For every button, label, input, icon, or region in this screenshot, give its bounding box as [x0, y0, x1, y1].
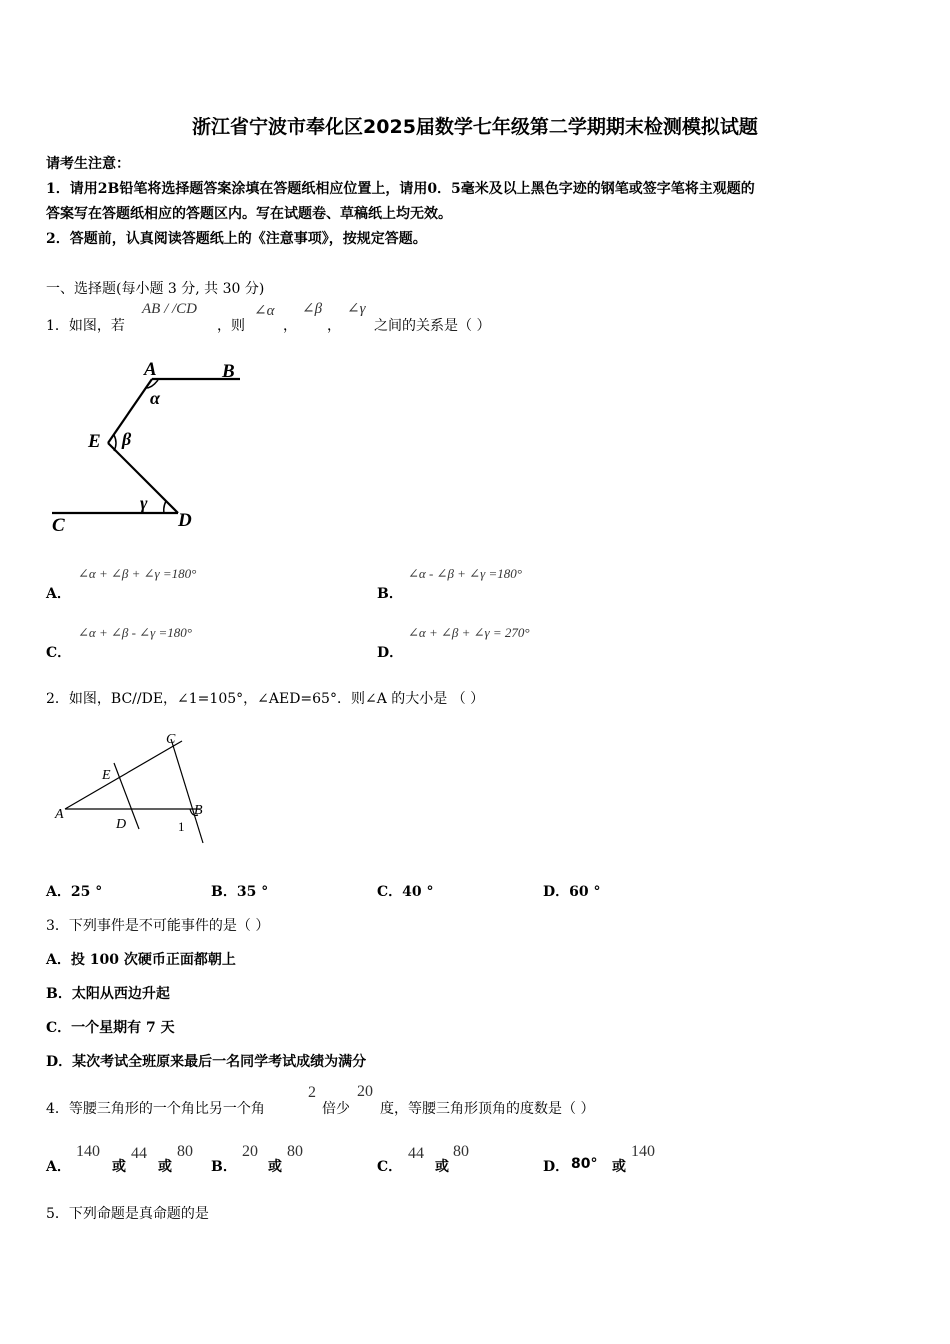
label-e: E: [88, 431, 101, 452]
q2-text: 2．如图，BC//DE，∠1=105°，∠AED=65°．则∠A 的大小是 （ ）: [46, 691, 485, 707]
q4-option-d-v1[interactable]: 80°: [571, 1156, 598, 1172]
q3-option-d[interactable]: D．某次考试全班原来最后一名同学考试成绩为满分: [46, 1054, 367, 1070]
q4-option-a-v1[interactable]: 140: [76, 1143, 100, 1160]
q1-prefix: 1．如图，若: [46, 318, 125, 334]
label-1: 1: [178, 819, 185, 834]
q4-option-a-v3[interactable]: 80: [177, 1143, 193, 1160]
q4-option-c-v2[interactable]: 80: [453, 1143, 469, 1160]
notice-heading: 请考生注意：: [46, 156, 130, 172]
label-e: E: [102, 768, 111, 783]
q5-text: 5．下列命题是真命题的是: [46, 1206, 209, 1222]
q4-option-d-label: D．: [543, 1159, 570, 1175]
q2-figure: [50, 725, 220, 850]
q4-or: 或: [435, 1159, 449, 1175]
q3-option-a[interactable]: A．投 100 次硬币正面都朝上: [46, 952, 236, 968]
line-ac: [65, 741, 182, 809]
q1-suffix: 之间的关系是（ ）: [374, 318, 491, 334]
q1-alpha: ∠α: [254, 303, 275, 319]
q1-option-a[interactable]: ∠α + ∠β + ∠γ =180°: [78, 566, 197, 581]
q4-prefix: 4．等腰三角形的一个角比另一个角: [46, 1101, 265, 1117]
q2-option-b[interactable]: B．35 °: [211, 884, 269, 900]
label-b: B: [222, 361, 235, 382]
q2-option-a[interactable]: A．25 °: [46, 884, 103, 900]
label-alpha: α: [150, 388, 160, 408]
q4-option-b-label: B．: [211, 1159, 237, 1175]
q2-option-c[interactable]: C．40 °: [377, 884, 434, 900]
q1-gamma: ∠γ: [347, 301, 366, 317]
label-c: C: [52, 515, 65, 536]
q4-or: 或: [268, 1159, 282, 1175]
q4-option-a-v2[interactable]: 44: [131, 1145, 147, 1162]
q4-suffix: 度，等腰三角形顶角的度数是（ ）: [380, 1101, 595, 1117]
q3-option-c[interactable]: C．一个星期有 7 天: [46, 1020, 175, 1036]
label-d: D: [178, 510, 192, 531]
notice-line-1: 1．请用2B铅笔将选择题答案涂填在答题纸相应位置上，请用0．5毫米及以上黑色字迹的钢笔或签字笔将主观题的: [46, 181, 755, 197]
q3-option-b[interactable]: B．太阳从西边升起: [46, 986, 170, 1002]
label-beta: β: [122, 429, 132, 449]
q2-option-d[interactable]: D．60 °: [543, 884, 601, 900]
label-c: C: [166, 732, 176, 747]
q4-number-2: 2: [308, 1084, 316, 1101]
page-title: 浙江省宁波市奉化区2025届数学七年级第二学期期末检测模拟试题: [192, 116, 758, 138]
label-a: A: [144, 359, 157, 380]
q4-or: 或: [112, 1159, 126, 1175]
section-heading: 一、选择题(每小题 3 分, 共 30 分): [46, 281, 265, 297]
notice-line-1b: 答案写在答题纸相应的答题区内。写在试题卷、草稿纸上均无效。: [46, 206, 452, 222]
q1-comma-2: ，: [327, 318, 341, 334]
arc-beta: [114, 435, 116, 451]
q4-or: 或: [612, 1159, 626, 1175]
q1-option-c[interactable]: ∠α + ∠β - ∠γ =180°: [78, 625, 192, 640]
q1-mid: ，则: [217, 318, 245, 334]
q4-option-b-v2[interactable]: 80: [287, 1143, 303, 1160]
line-cb-extended: [171, 739, 203, 843]
q1-option-a-label: A．: [46, 586, 71, 602]
q1-option-d[interactable]: ∠α + ∠β + ∠γ = 270°: [408, 625, 530, 640]
q1-condition: AB / /CD: [142, 301, 197, 317]
q4-or: 或: [158, 1159, 172, 1175]
q4-option-c-label: C．: [377, 1159, 403, 1175]
q1-beta: ∠β: [302, 301, 323, 317]
q1-figure: [40, 355, 260, 540]
label-d: D: [116, 817, 127, 832]
q1-option-c-label: C．: [46, 645, 72, 661]
notice-line-2: 2．答题前，认真阅读答题纸上的《注意事项》，按规定答题。: [46, 231, 427, 247]
q1-option-d-label: D．: [377, 645, 404, 661]
q4-number-20: 20: [357, 1083, 373, 1100]
q4-mid: 倍少: [322, 1101, 350, 1117]
arc-gamma: [164, 501, 166, 513]
q4-option-a-label: A．: [46, 1159, 71, 1175]
q3-text: 3．下列事件是不可能事件的是（ ）: [46, 918, 270, 934]
q1-option-b[interactable]: ∠α - ∠β + ∠γ =180°: [408, 566, 522, 581]
q1-comma-1: ，: [283, 318, 297, 334]
q4-option-c-v1[interactable]: 44: [408, 1145, 424, 1162]
q4-option-b-v1[interactable]: 20: [242, 1143, 258, 1160]
q1-option-b-label: B．: [377, 586, 403, 602]
label-b: B: [194, 803, 203, 818]
q4-option-d-v2[interactable]: 140: [631, 1143, 655, 1160]
label-a: A: [55, 807, 64, 822]
label-gamma: γ: [140, 493, 148, 513]
